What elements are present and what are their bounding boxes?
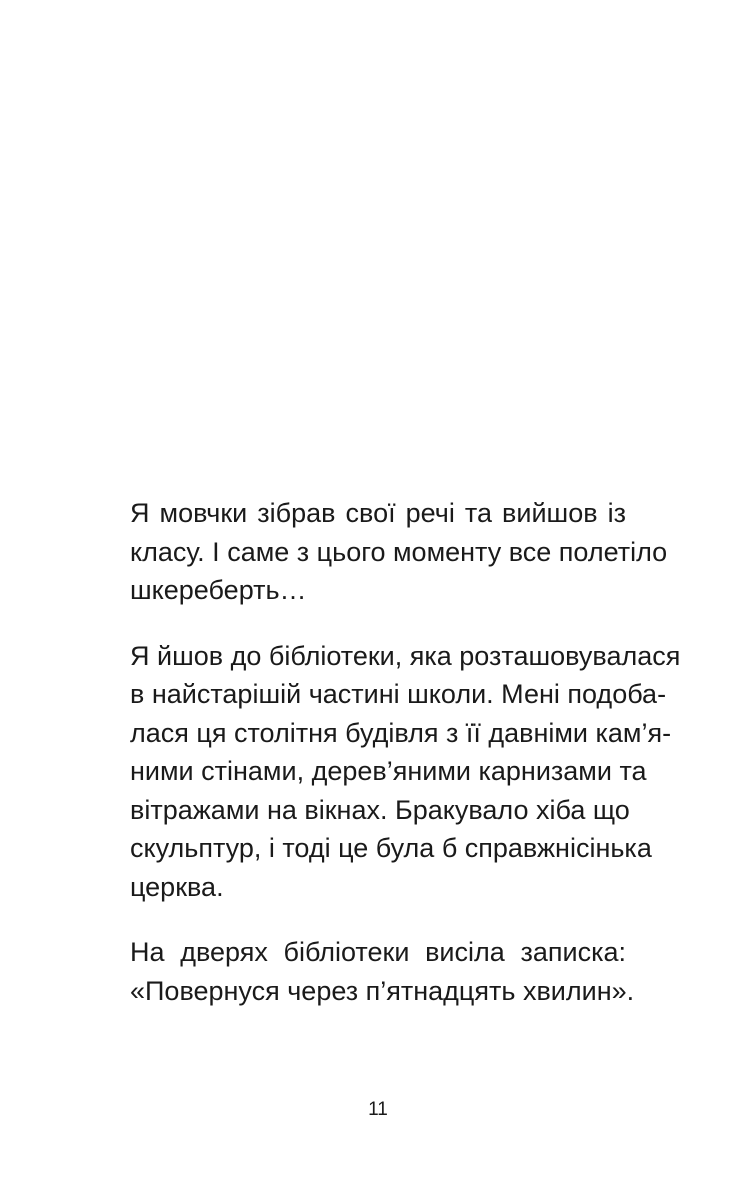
text-line: Я мовчки зібрав свої речі та вийшов із [130,498,626,528]
text-line: На дверях бібліотеки висіла записка: [130,937,626,967]
text-line: «Повернуся через п’ятнадцять хвилин». [130,975,635,1006]
paragraph-1 [130,494,668,610]
text-line: Я йшов до бібліотеки, яка розташовувалася [130,640,681,671]
paragraph-2 [130,637,681,907]
text-line: класу. І саме з цього моменту все полетіло [130,536,668,567]
paragraph-gap [130,906,626,933]
text-line: вітражами на вікнах. Бракувало хіба що [130,794,630,825]
page-number: 11 [368,1099,388,1120]
text-line: в найстарішій частині школи. Мені подоба- [130,679,667,709]
text-line: церква. [130,871,224,902]
text-line: ними стінами, дерев’яними карнизами та [130,756,647,786]
text-line: лася ця столітня будівля з її давніми кам’я- [130,717,672,748]
body-text [130,494,681,1010]
text-line: шкереберть… [130,575,307,605]
text-line: скульптур, і тоді це була б справжнісінька [130,833,652,863]
paragraph-3 [130,933,635,1010]
paragraph-gap [130,610,626,637]
